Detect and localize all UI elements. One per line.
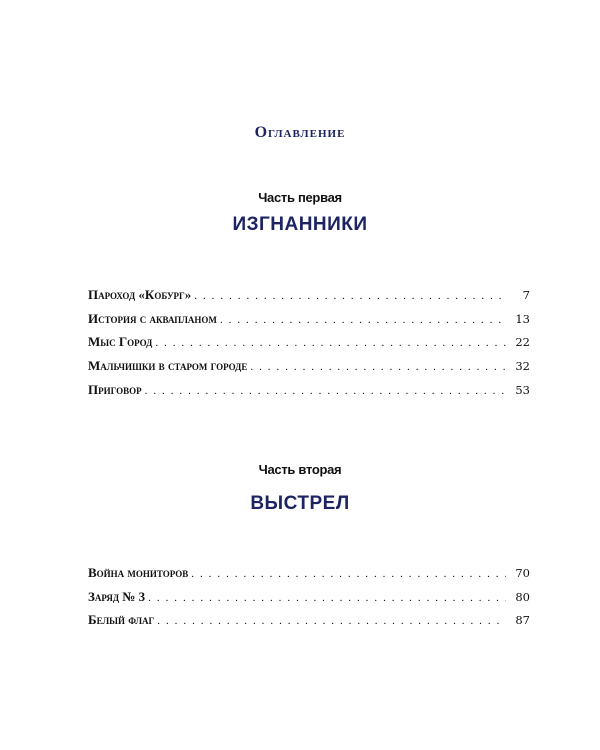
part-2-label: Часть вторая <box>258 462 342 477</box>
dot-leader <box>220 314 506 326</box>
toc-entry-page: 13 <box>515 311 530 326</box>
toc-entry[interactable] <box>88 287 530 311</box>
toc-title: Оглавление <box>254 124 346 141</box>
part-2-title: ВЫСТРЕЛ <box>250 493 350 514</box>
part-1-label: Часть первая <box>258 190 342 205</box>
toc-entry-title: Мыс Город <box>88 334 153 350</box>
dot-leader <box>155 337 506 349</box>
toc-entry[interactable] <box>88 382 530 406</box>
toc-entry[interactable] <box>88 612 530 636</box>
toc-entry-page: 53 <box>515 382 530 397</box>
toc-entry-page: 22 <box>515 335 530 350</box>
toc-entry-title: Приговор <box>88 381 142 397</box>
dot-leader <box>148 592 506 604</box>
dot-leader <box>145 385 506 397</box>
toc-entry-title: Заряд № 3 <box>88 588 146 604</box>
toc-entry[interactable] <box>88 565 530 589</box>
toc-entry[interactable] <box>88 334 530 358</box>
dot-leader <box>194 290 506 302</box>
toc-entry[interactable] <box>88 311 530 335</box>
toc-entry-page: 70 <box>515 566 530 580</box>
part-1-title: ИЗГНАННИКИ <box>232 214 368 235</box>
dot-leader <box>250 361 506 373</box>
part-1-entries <box>88 287 530 405</box>
toc-entry-page: 87 <box>515 613 530 628</box>
toc-entry[interactable] <box>88 358 530 382</box>
part-2-entries <box>88 565 530 636</box>
toc-entry-page: 7 <box>522 288 530 302</box>
toc-entry-page: 80 <box>515 589 530 604</box>
toc-entry-title: Мальчишки в старом городе <box>88 358 248 374</box>
toc-entry[interactable] <box>88 589 530 613</box>
dot-leader <box>191 568 506 580</box>
toc-entry-title: Белый флаг <box>88 612 155 628</box>
toc-entry-title: История с аквапланом <box>88 310 217 326</box>
toc-entry-title: Пароход «Кобург» <box>88 287 192 302</box>
toc-entry-title: Война мониторов <box>88 565 189 580</box>
toc-entry-page: 32 <box>515 359 530 374</box>
dot-leader <box>157 615 506 627</box>
